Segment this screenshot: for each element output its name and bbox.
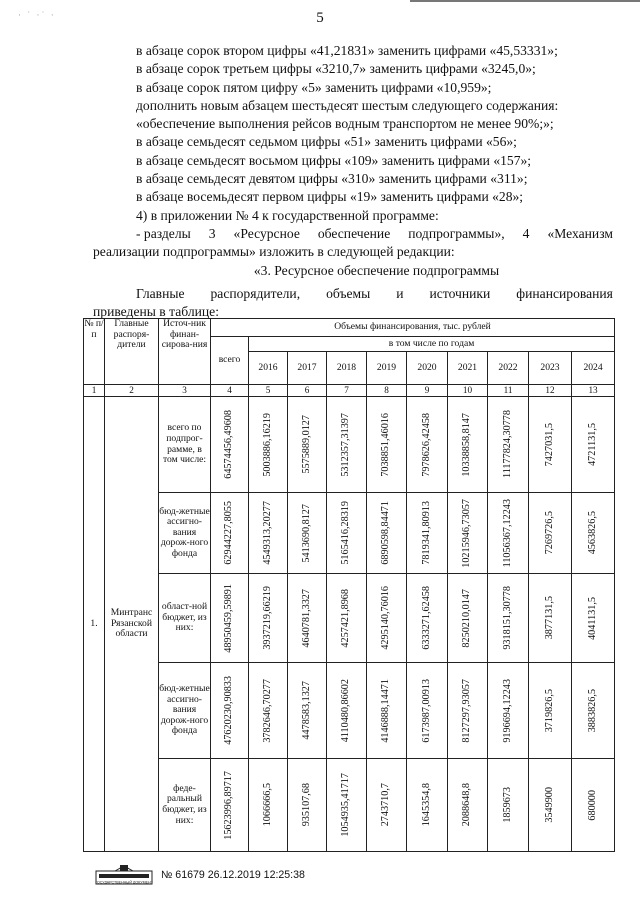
year-cell bbox=[488, 574, 529, 663]
year-cell bbox=[327, 574, 367, 663]
row-number: 1. bbox=[84, 397, 105, 852]
year-value: 5165416,28319 bbox=[340, 501, 352, 565]
paragraph-line: 4) в приложении № 4 к государственной программе: bbox=[136, 207, 439, 223]
year-cell bbox=[288, 663, 327, 759]
funding-source: област-ной бюджет, из них: bbox=[159, 574, 211, 663]
year-value: 7978626,42458 bbox=[420, 412, 432, 477]
scan-specks: · ˙ ·˙ · bbox=[18, 10, 56, 20]
year-value: 7269726,5 bbox=[543, 511, 555, 555]
year-value: 8250210,0147 bbox=[461, 588, 473, 648]
header-year: 2016 bbox=[249, 352, 288, 385]
year-value: 11177824,30778 bbox=[501, 410, 513, 479]
header-year: 2021 bbox=[448, 352, 488, 385]
total-value: 15623996,89717 bbox=[223, 770, 235, 840]
year-cell bbox=[488, 759, 529, 852]
paragraph-line: в абзаце семьдесят седьмом цифры «51» заменить цифрами «56»; bbox=[136, 134, 517, 150]
year-value: 3782646,70277 bbox=[261, 678, 273, 743]
paragraph-line: в абзаце семьдесят восьмом цифры «109» заменить цифрами «157»; bbox=[136, 152, 532, 168]
header-row bbox=[84, 319, 615, 337]
word: 4 bbox=[522, 225, 530, 241]
year-value: 6173987,00913 bbox=[420, 678, 432, 743]
column-number: 1 bbox=[84, 385, 105, 397]
column-number: 4 bbox=[211, 385, 249, 397]
year-value: 4478583,1327 bbox=[300, 681, 312, 740]
year-value: 8127297,93057 bbox=[461, 678, 473, 743]
funding-source: феде-ральный бюджет, из них: bbox=[159, 759, 211, 852]
header-year: 2023 bbox=[529, 352, 572, 385]
section-title: «3. Ресурсное обеспечение подпрограммы bbox=[253, 263, 500, 278]
column-number: 11 bbox=[488, 385, 529, 397]
year-value: 4041131,5 bbox=[586, 596, 598, 640]
year-value: 3877131,5 bbox=[543, 596, 555, 640]
total-cell bbox=[211, 574, 249, 663]
year-cell bbox=[407, 759, 448, 852]
year-value: 2743710,7 bbox=[380, 783, 392, 827]
paragraph-line: в абзаце семьдесят девятом цифры «310» заменить цифрами «311»; bbox=[136, 171, 528, 187]
column-number: 7 bbox=[327, 385, 367, 397]
year-value: 3549900 bbox=[543, 787, 555, 823]
column-number: 9 bbox=[407, 385, 448, 397]
header-row-number: № п/п bbox=[84, 319, 105, 385]
year-value: 4110480,86602 bbox=[340, 678, 352, 743]
total-cell bbox=[211, 759, 249, 852]
page-number: 5 bbox=[316, 10, 324, 26]
year-value: 4640781,3327 bbox=[300, 588, 312, 648]
column-number: 8 bbox=[367, 385, 407, 397]
funding-source: бюд-жетные ассигно-вания дорож-ного фонда bbox=[159, 493, 211, 574]
word: обеспечение bbox=[317, 225, 391, 241]
word: - разделы bbox=[136, 225, 191, 241]
column-number: 3 bbox=[159, 385, 211, 397]
year-cell bbox=[367, 759, 407, 852]
year-value: 7819341,80913 bbox=[420, 501, 432, 565]
paragraph-line: «обеспечение выполнения рейсов водным транспортом не менее 90%;»; bbox=[136, 116, 554, 132]
header-year: 2017 bbox=[288, 352, 327, 385]
funding-source: всего по подпрог-рамме, в том числе: bbox=[159, 397, 211, 493]
year-value: 9318151,30778 bbox=[501, 586, 513, 650]
word: «Ресурсное bbox=[233, 225, 300, 241]
managing-body: Минтранс Рязанской области bbox=[105, 397, 159, 852]
header-managers: Главные распоря-дители bbox=[105, 319, 159, 385]
column-number: 2 bbox=[105, 385, 159, 397]
year-cell bbox=[572, 759, 615, 852]
year-cell bbox=[529, 759, 572, 852]
justified-line bbox=[93, 285, 613, 303]
column-number-row bbox=[84, 385, 615, 397]
year-value: 680000 bbox=[586, 789, 598, 821]
word: «Механизм bbox=[547, 225, 613, 241]
header-year: 2022 bbox=[488, 352, 529, 385]
year-value: 5003886,16219 bbox=[261, 412, 273, 477]
year-value: 1859673 bbox=[501, 787, 513, 823]
word: и bbox=[396, 286, 404, 301]
total-value: 64574456,49608 bbox=[223, 410, 235, 479]
year-cell bbox=[529, 493, 572, 574]
column-number: 6 bbox=[288, 385, 327, 397]
year-value: 3883826,5 bbox=[586, 688, 598, 733]
electronic-document-logo bbox=[95, 864, 153, 886]
scan-edge-line bbox=[410, 0, 640, 2]
header-volumes: Объемы финансирования, тыс. рублей bbox=[211, 319, 615, 337]
year-value: 10215946,73057 bbox=[461, 498, 473, 568]
logo-caption: ГОСУДАРСТВЕННЫЙ ДОКУМЕНТ bbox=[95, 880, 153, 885]
year-cell bbox=[327, 397, 367, 493]
year-value: 6333271,62458 bbox=[420, 586, 432, 650]
year-cell bbox=[488, 397, 529, 493]
year-cell bbox=[448, 397, 488, 493]
justified-line bbox=[93, 225, 613, 243]
word: подпрограммы», bbox=[408, 225, 505, 241]
year-value: 3937219,66219 bbox=[261, 586, 273, 650]
year-cell bbox=[367, 574, 407, 663]
header-year: 2018 bbox=[327, 352, 367, 385]
table-row bbox=[84, 574, 615, 663]
table-row bbox=[84, 397, 615, 493]
year-cell bbox=[249, 574, 288, 663]
year-value: 4721131,5 bbox=[586, 423, 598, 466]
year-cell bbox=[448, 663, 488, 759]
total-value: 47620230,90833 bbox=[223, 676, 235, 745]
year-value: 4295140,76016 bbox=[380, 586, 392, 650]
year-cell bbox=[288, 493, 327, 574]
header-year: 2020 bbox=[407, 352, 448, 385]
year-cell bbox=[407, 663, 448, 759]
year-value: 5575889,0127 bbox=[300, 415, 312, 474]
footer-stamp bbox=[95, 864, 305, 886]
year-cell bbox=[249, 397, 288, 493]
year-value: 2088648,8 bbox=[461, 783, 473, 827]
year-value: 6890598,84471 bbox=[380, 501, 392, 565]
amendment-paragraphs bbox=[93, 42, 613, 262]
year-cell bbox=[488, 493, 529, 574]
table-row bbox=[84, 493, 615, 574]
column-number: 5 bbox=[249, 385, 288, 397]
total-value: 62944227,8055 bbox=[223, 501, 235, 565]
year-cell bbox=[529, 397, 572, 493]
year-cell bbox=[488, 663, 529, 759]
paragraph-line: приведены в таблице: bbox=[93, 304, 219, 320]
year-cell bbox=[249, 663, 288, 759]
year-cell bbox=[448, 759, 488, 852]
year-value: 3719826,5 bbox=[543, 688, 555, 733]
year-cell bbox=[367, 663, 407, 759]
year-value: 9196694,12243 bbox=[501, 678, 513, 743]
word: распорядители, bbox=[210, 286, 301, 301]
column-number: 10 bbox=[448, 385, 488, 397]
year-value: 7038851,46016 bbox=[380, 412, 392, 477]
table-row bbox=[84, 759, 615, 852]
year-cell bbox=[327, 759, 367, 852]
year-value: 4257421,8968 bbox=[340, 588, 352, 648]
year-cell bbox=[448, 574, 488, 663]
total-value: 48950459,59891 bbox=[223, 583, 235, 653]
paragraph-line: реализации подпрограммы» изложить в следующей редакции: bbox=[93, 244, 455, 260]
year-value: 5413690,8127 bbox=[300, 503, 312, 563]
year-cell bbox=[529, 663, 572, 759]
year-cell bbox=[367, 397, 407, 493]
year-cell bbox=[288, 397, 327, 493]
year-cell bbox=[572, 397, 615, 493]
word: объемы bbox=[326, 286, 371, 301]
word: 3 bbox=[208, 225, 216, 241]
total-cell bbox=[211, 663, 249, 759]
paragraph-line: дополнить новым абзацем шестьдесят шестым следующего содержания: bbox=[136, 97, 559, 113]
year-cell bbox=[407, 493, 448, 574]
year-value: 4549313,20277 bbox=[261, 501, 273, 565]
year-value: 1066666,5 bbox=[261, 783, 273, 827]
word: источники bbox=[429, 286, 491, 301]
column-number: 13 bbox=[572, 385, 615, 397]
year-cell bbox=[572, 493, 615, 574]
year-cell bbox=[367, 493, 407, 574]
year-value: 4563826,5 bbox=[586, 511, 598, 555]
year-cell bbox=[288, 574, 327, 663]
year-value: 1054935,41717 bbox=[340, 773, 352, 837]
year-cell bbox=[572, 663, 615, 759]
paragraph-line: в абзаце сорок пятом цифру «5» заменить цифрами «10,959»; bbox=[136, 79, 492, 95]
year-cell bbox=[407, 574, 448, 663]
header-year: 2019 bbox=[367, 352, 407, 385]
header-source: Источ-ник финан-сирова-ния bbox=[159, 319, 211, 385]
year-value: 935107,68 bbox=[300, 783, 312, 827]
column-number: 12 bbox=[529, 385, 572, 397]
header-year: 2024 bbox=[572, 352, 615, 385]
paragraph-line: в абзаце сорок третьем цифры «3210,7» заменить цифрами «3245,0»; bbox=[136, 61, 536, 77]
table-intro bbox=[93, 285, 613, 322]
year-cell bbox=[407, 397, 448, 493]
year-cell bbox=[572, 574, 615, 663]
header-total: всего bbox=[211, 337, 249, 385]
year-value: 11056367,12243 bbox=[501, 498, 513, 568]
year-cell bbox=[327, 663, 367, 759]
year-value: 7427031,5 bbox=[543, 422, 555, 467]
year-cell bbox=[288, 759, 327, 852]
funding-table bbox=[83, 318, 615, 852]
total-cell bbox=[211, 397, 249, 493]
header-by-years: в том числе по годам bbox=[249, 337, 615, 352]
year-cell bbox=[249, 493, 288, 574]
year-cell bbox=[327, 493, 367, 574]
paragraph-line: в абзаце восемьдесят первом цифры «19» заменить цифрами «28»; bbox=[136, 189, 524, 205]
paragraph-line: в абзаце сорок втором цифры «41,21831» заменить цифрами «45,53331»; bbox=[136, 43, 558, 58]
year-cell bbox=[249, 759, 288, 852]
word: Главные bbox=[136, 286, 185, 301]
year-value: 4146888,14471 bbox=[380, 678, 392, 743]
year-cell bbox=[448, 493, 488, 574]
year-cell bbox=[529, 574, 572, 663]
total-cell bbox=[211, 493, 249, 574]
year-value: 1645354,8 bbox=[420, 783, 432, 827]
funding-source: бюд-жетные ассигно-вания дорож-ного фонда bbox=[159, 663, 211, 759]
registration-stamp: № 61679 26.12.2019 12:25:38 bbox=[161, 869, 305, 881]
year-value: 5312357,31397 bbox=[340, 412, 352, 477]
word: финансирования bbox=[516, 286, 613, 301]
table-row bbox=[84, 663, 615, 759]
year-value: 10338858,8147 bbox=[461, 412, 473, 477]
